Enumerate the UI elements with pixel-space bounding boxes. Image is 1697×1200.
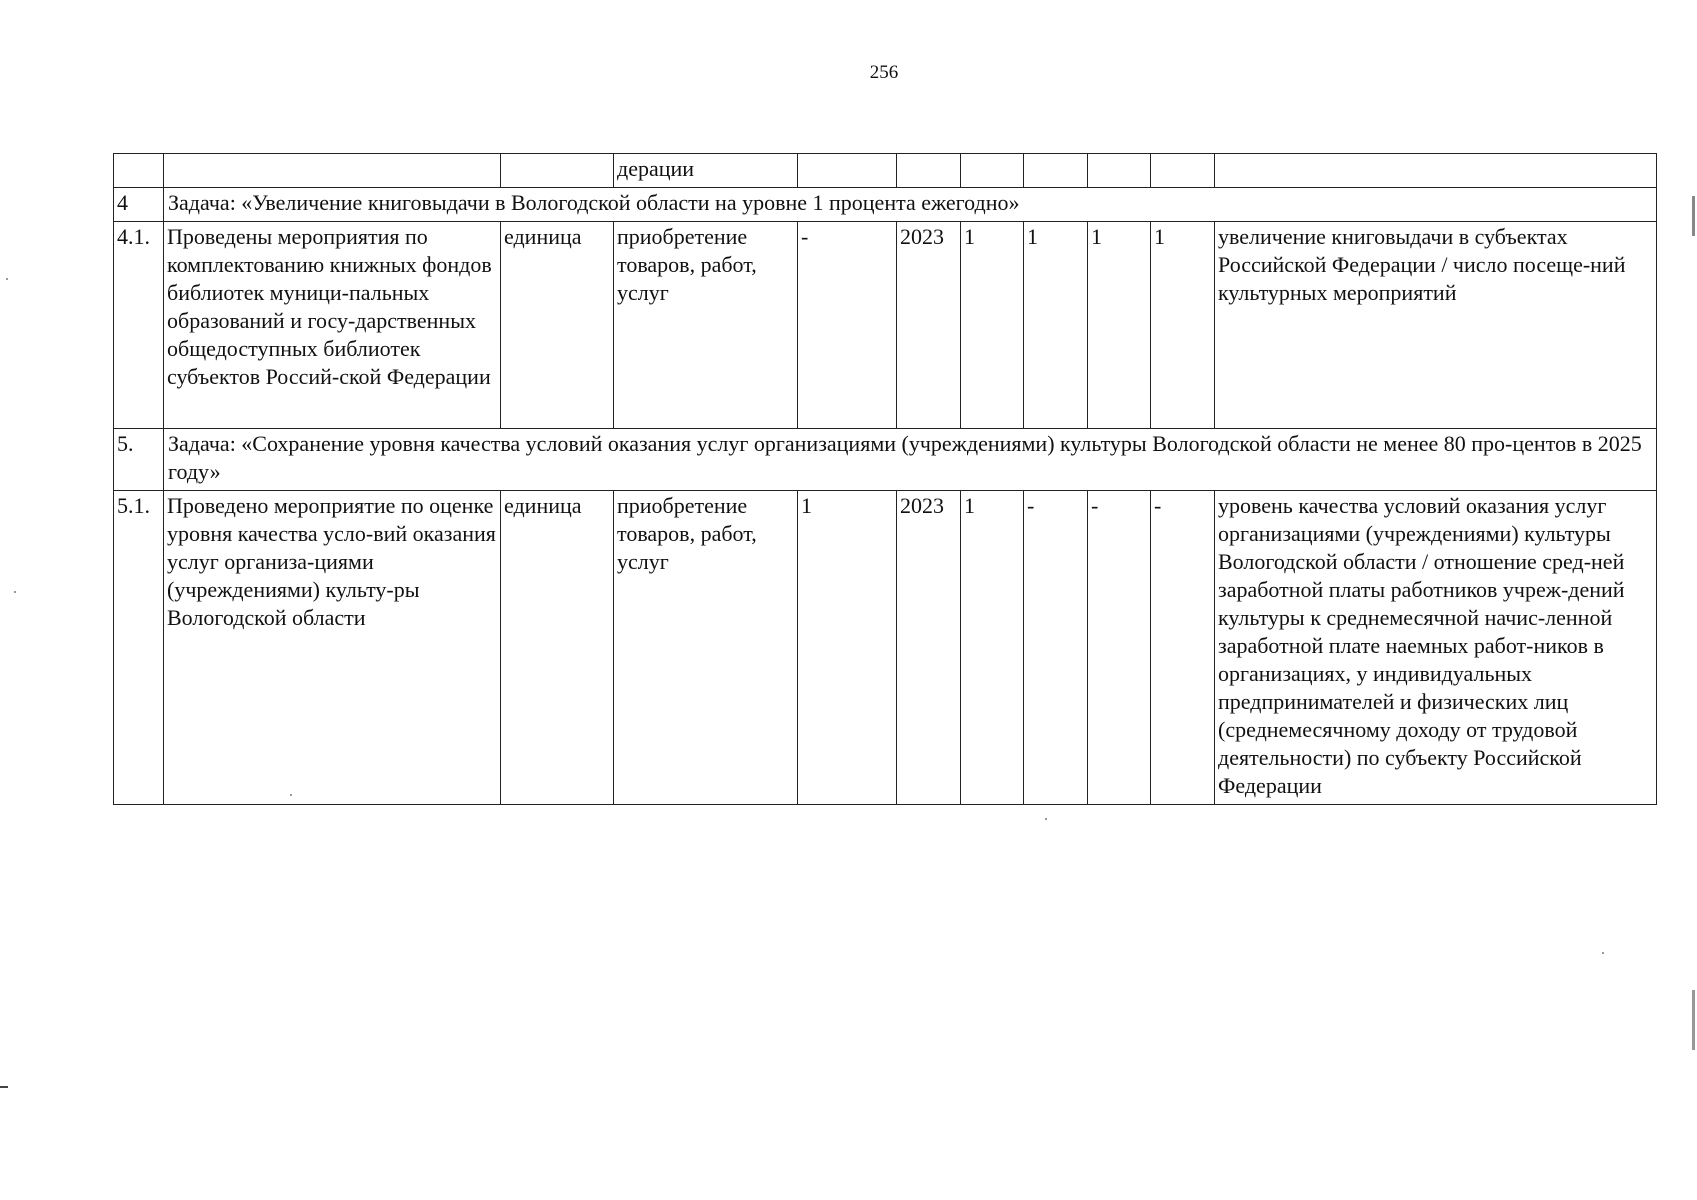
scan-speck: [1602, 952, 1604, 954]
cell-v4: 1: [1151, 222, 1215, 429]
cell-num: 4.1.: [114, 222, 164, 429]
cell-year: [897, 154, 961, 188]
cell-num: 4: [114, 188, 164, 222]
table-row-4-1: [114, 222, 1657, 429]
cell-num: 5.: [114, 429, 164, 491]
task-heading: Задача: «Сохранение уровня качества условий оказания услуг организациями (учреждениями) культуры Вологодской области не менее 80 про-центов в 2025 году»: [164, 429, 1657, 491]
cell-event: Проведено мероприятие по оценке уровня качества усло-вий оказания услуг организа-циями (учреждениями) культу-ры Вологодской области: [164, 491, 501, 805]
cell-base: [798, 154, 897, 188]
cell-v3: 1: [1088, 222, 1151, 429]
cell-base: -: [798, 222, 897, 429]
cell-v3: -: [1088, 491, 1151, 805]
cell-base: 1: [798, 491, 897, 805]
scan-speck: [290, 794, 292, 796]
cell-type: приобретение товаров, работ, услуг: [614, 491, 798, 805]
cell-unit: единица: [501, 222, 614, 429]
table-row-task-5: [114, 429, 1657, 491]
scan-speck: [14, 591, 16, 593]
table-row-continuation: [114, 154, 1657, 188]
scan-edge-mark: [1692, 196, 1695, 236]
cell-year: 2023: [897, 491, 961, 805]
program-events-table: [113, 153, 1657, 805]
table-row-5-1: [114, 491, 1657, 805]
cell-event: Проведены мероприятия по комплектованию книжных фондов библиотек муници-пальных образований и госу-дарственных общедоступных библиотек субъектов Россий-ской Федерации: [164, 222, 501, 429]
cell-num: 5.1.: [114, 491, 164, 805]
cell-unit: единица: [501, 491, 614, 805]
cell-type: дерации: [614, 154, 798, 188]
cell-v1: 1: [961, 222, 1024, 429]
cell-v4: -: [1151, 491, 1215, 805]
cell-link: [1215, 154, 1657, 188]
cell-event: [164, 154, 501, 188]
table-row-task-4: [114, 188, 1657, 222]
cell-v4: [1151, 154, 1215, 188]
cell-year: 2023: [897, 222, 961, 429]
cell-v1: [961, 154, 1024, 188]
task-heading: Задача: «Увеличение книговыдачи в Вологодской области на уровне 1 процента ежегодно»: [164, 188, 1657, 222]
scan-edge-mark: [1692, 990, 1695, 1050]
cell-v3: [1088, 154, 1151, 188]
page-number: 256: [869, 62, 899, 83]
cell-v1: 1: [961, 491, 1024, 805]
cell-num: [114, 154, 164, 188]
cell-link: увеличение книговыдачи в субъектах Российской Федерации / число посеще-ний культурных мероприятий: [1215, 222, 1657, 429]
cell-unit: [501, 154, 614, 188]
cell-type: приобретение товаров, работ, услуг: [614, 222, 798, 429]
scan-edge-mark: [0, 1086, 8, 1088]
cell-v2: 1: [1024, 222, 1088, 429]
cell-v2: [1024, 154, 1088, 188]
scan-speck: [6, 278, 8, 280]
cell-link: уровень качества условий оказания услуг организациями (учреждениями) культуры Вологодской области / отношение сред-ней заработной платы работников учреж-дений культуры к среднемесячной начис-ленной заработной плате наемных работ-ников в организациях, у индивидуальных предпринимателей и физических лиц (среднемесячному доходу от трудовой деятельности) по субъекту Российской Федерации: [1215, 491, 1657, 805]
scan-speck: [1045, 818, 1047, 820]
cell-v2: -: [1024, 491, 1088, 805]
